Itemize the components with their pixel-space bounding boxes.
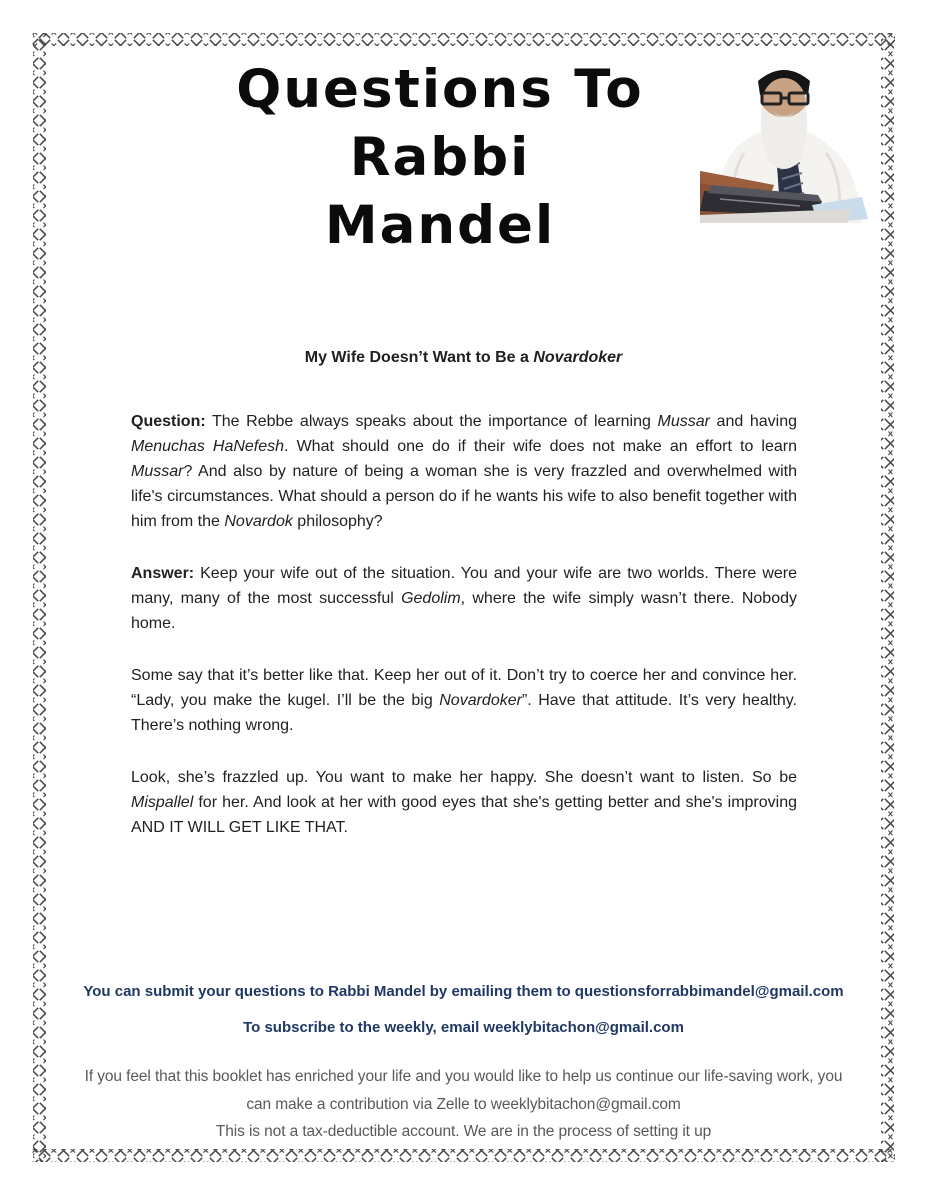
answer-paragraph-2: Some say that it’s better like that. Keep her out of it. Don’t try to coerce her and convince her. “Lady, you make the kugel. I’ll be the big Novardoker”. Have that attitude. It’s very healthy. There’s nothing wrong. bbox=[131, 667, 797, 734]
tax-disclaimer-line: This is not a tax-deductible account. We are in the process of setting it up bbox=[215, 1123, 712, 1140]
answer-label: Answer: bbox=[131, 565, 195, 582]
page-title-line-3: Mandel bbox=[324, 195, 556, 256]
article-body bbox=[131, 409, 797, 867]
footer-submit-line: You can submit your questions to Rabbi Mandel by emailing them to questionsforrabbimandel@gmail.com bbox=[83, 983, 844, 1000]
answer-paragraph-3: Look, she’s frazzled up. You want to make her happy. She doesn’t want to listen. So be Mispallel for her. And look at her with good eyes that she's getting better and she's improving AND IT WILL GET LIKE THAT. bbox=[131, 769, 797, 836]
page-title-line-2: Rabbi bbox=[349, 127, 531, 188]
page-title-line-1: Questions To bbox=[236, 59, 644, 120]
rabbi-mandel-photo bbox=[700, 55, 868, 223]
answer-paragraph: Answer: Keep your wife out of the situation. You and your wife are two worlds. There were many, many of the most successful Gedolim, where the wife simply wasn’t there. Nobody home. bbox=[131, 565, 797, 632]
page-title bbox=[93, 56, 787, 260]
contribution-line-1: If you feel that this booklet has enriched your life and you would like to help us continue our life-saving work, you bbox=[84, 1068, 843, 1085]
footer-subscribe-line: To subscribe to the weekly, email weeklybitachon@gmail.com bbox=[243, 1019, 684, 1036]
contribution-line-2: can make a contribution via Zelle to weeklybitachon@gmail.com bbox=[246, 1095, 681, 1113]
subtitle-italic-term: Novardoker bbox=[533, 349, 623, 366]
footer-contribution-note bbox=[48, 1063, 879, 1146]
article-subtitle bbox=[60, 347, 867, 369]
question-label: Question: bbox=[131, 413, 206, 430]
subtitle-text: My Wife Doesn’t Want to Be a bbox=[304, 349, 534, 366]
question-paragraph: Question: The Rebbe always speaks about the importance of learning Mussar and having Menuchas HaNefesh. What should one do if their wife does not make an effort to learn Mussar? And also by nature of being a woman she is very frazzled and overwhelmed with life's circumstances. What should a person do if he wants his wife to also benefit together with him from the Novardok philosophy? bbox=[131, 413, 798, 530]
